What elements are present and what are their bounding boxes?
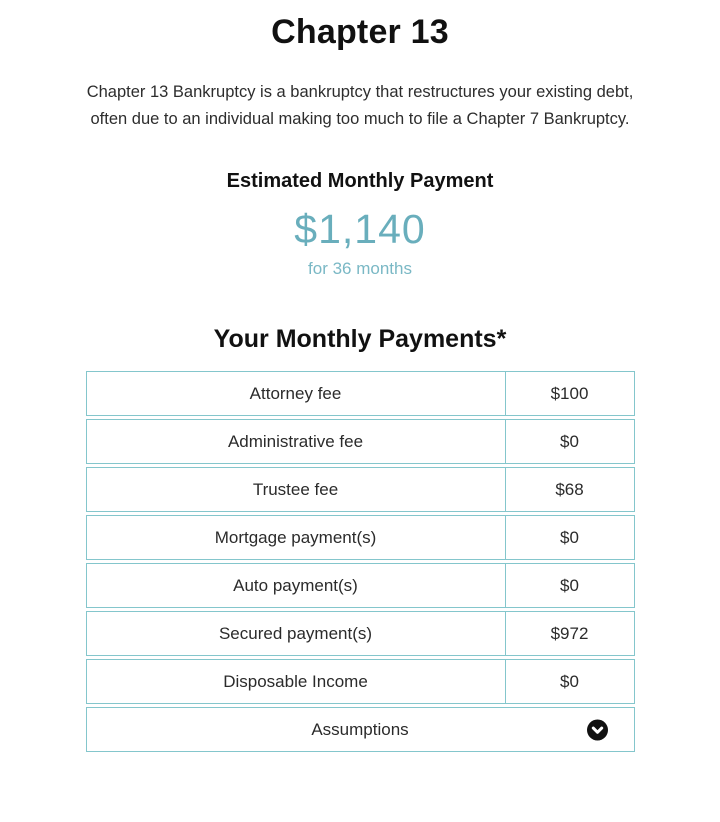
fee-value: $0: [505, 516, 634, 559]
fee-label: Attorney fee: [249, 383, 342, 403]
monthly-payments-table: [86, 371, 635, 752]
chevron-circle-down-icon[interactable]: [587, 719, 608, 740]
monthly-payments-heading: Your Monthly Payments*: [213, 325, 507, 353]
fee-label: Trustee fee: [252, 479, 339, 499]
fee-value: $0: [505, 420, 634, 463]
fee-label: Secured payment(s): [218, 623, 373, 643]
table-row-attorney-fee: [86, 371, 635, 416]
estimated-payment-amount: $1,140: [294, 206, 426, 252]
table-row-auto-payments: [86, 563, 635, 608]
fee-value: $972: [505, 612, 634, 655]
table-row-secured-payments: [86, 611, 635, 656]
fee-label: Auto payment(s): [233, 575, 358, 595]
page-title: Chapter 13: [271, 13, 449, 51]
fee-value: $68: [505, 468, 634, 511]
fee-label: Mortgage payment(s): [214, 527, 377, 547]
table-row-trustee-fee: [86, 467, 635, 512]
table-row-disposable-income: [86, 659, 635, 704]
table-row-administrative-fee: [86, 419, 635, 464]
fee-label: Disposable Income: [223, 671, 368, 691]
fee-value: $0: [505, 564, 634, 607]
fee-value: $100: [505, 372, 634, 415]
assumptions-row[interactable]: [86, 707, 635, 752]
assumptions-label: Assumptions: [311, 719, 409, 739]
table-row-mortgage-payments: [86, 515, 635, 560]
page-description: Chapter 13 Bankruptcy is a bankruptcy that restructures your existing debt, often due to an individual making too much to file a Chapter 7 Bankruptcy.: [86, 83, 634, 128]
fee-value: $0: [505, 660, 634, 703]
fee-label: Administrative fee: [227, 431, 364, 451]
estimated-payment-heading: Estimated Monthly Payment: [226, 170, 494, 192]
estimated-payment-term: for 36 months: [308, 259, 412, 278]
